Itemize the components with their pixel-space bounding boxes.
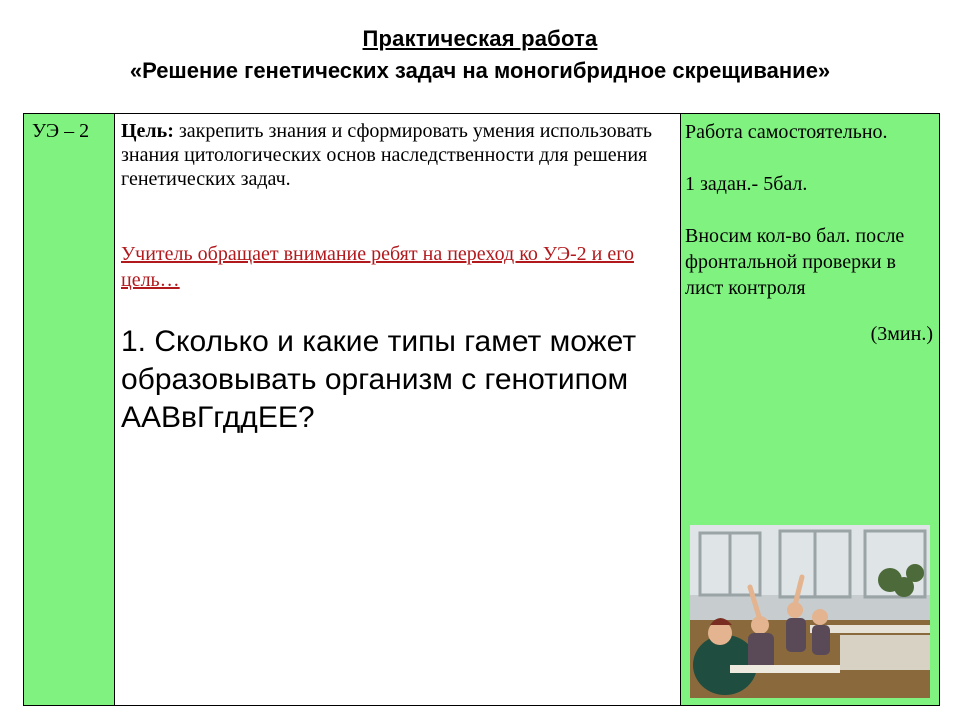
main-cell — [115, 114, 681, 706]
page-subtitle: «Решение генетических задач на моногибридное скрещивание» — [129, 58, 831, 83]
teacher-note: Учитель обращает внимание ребят на переход ко УЭ-2 и его цель… — [121, 243, 634, 291]
classroom-photo — [690, 525, 930, 698]
goal-label: Цель: — [121, 120, 174, 142]
ue-label: УЭ – 2 — [32, 120, 90, 142]
table-row — [24, 114, 940, 706]
side-cell — [681, 114, 940, 706]
goal-paragraph — [121, 119, 676, 191]
side-scoring: 1 задан.- 5бал. — [685, 173, 808, 195]
page-title: Практическая работа — [362, 26, 598, 51]
page-header — [0, 26, 960, 84]
side-instructions: Вносим кол-во бал. после фронтальной проверки в лист контроля — [685, 225, 905, 299]
lesson-table — [23, 113, 940, 706]
task-question: 1. Сколько и какие типы гамет может образовывать организм с генотипом ААВвГгддЕЕ? — [121, 325, 637, 434]
side-time: (3мин.) — [870, 323, 933, 345]
ue-cell — [24, 114, 115, 706]
goal-text: закрепить знания и сформировать умения использовать знания цитологических основ наследственности для решения генетических задач. — [121, 120, 653, 190]
side-work-mode: Работа самостоятельно. — [685, 121, 888, 143]
